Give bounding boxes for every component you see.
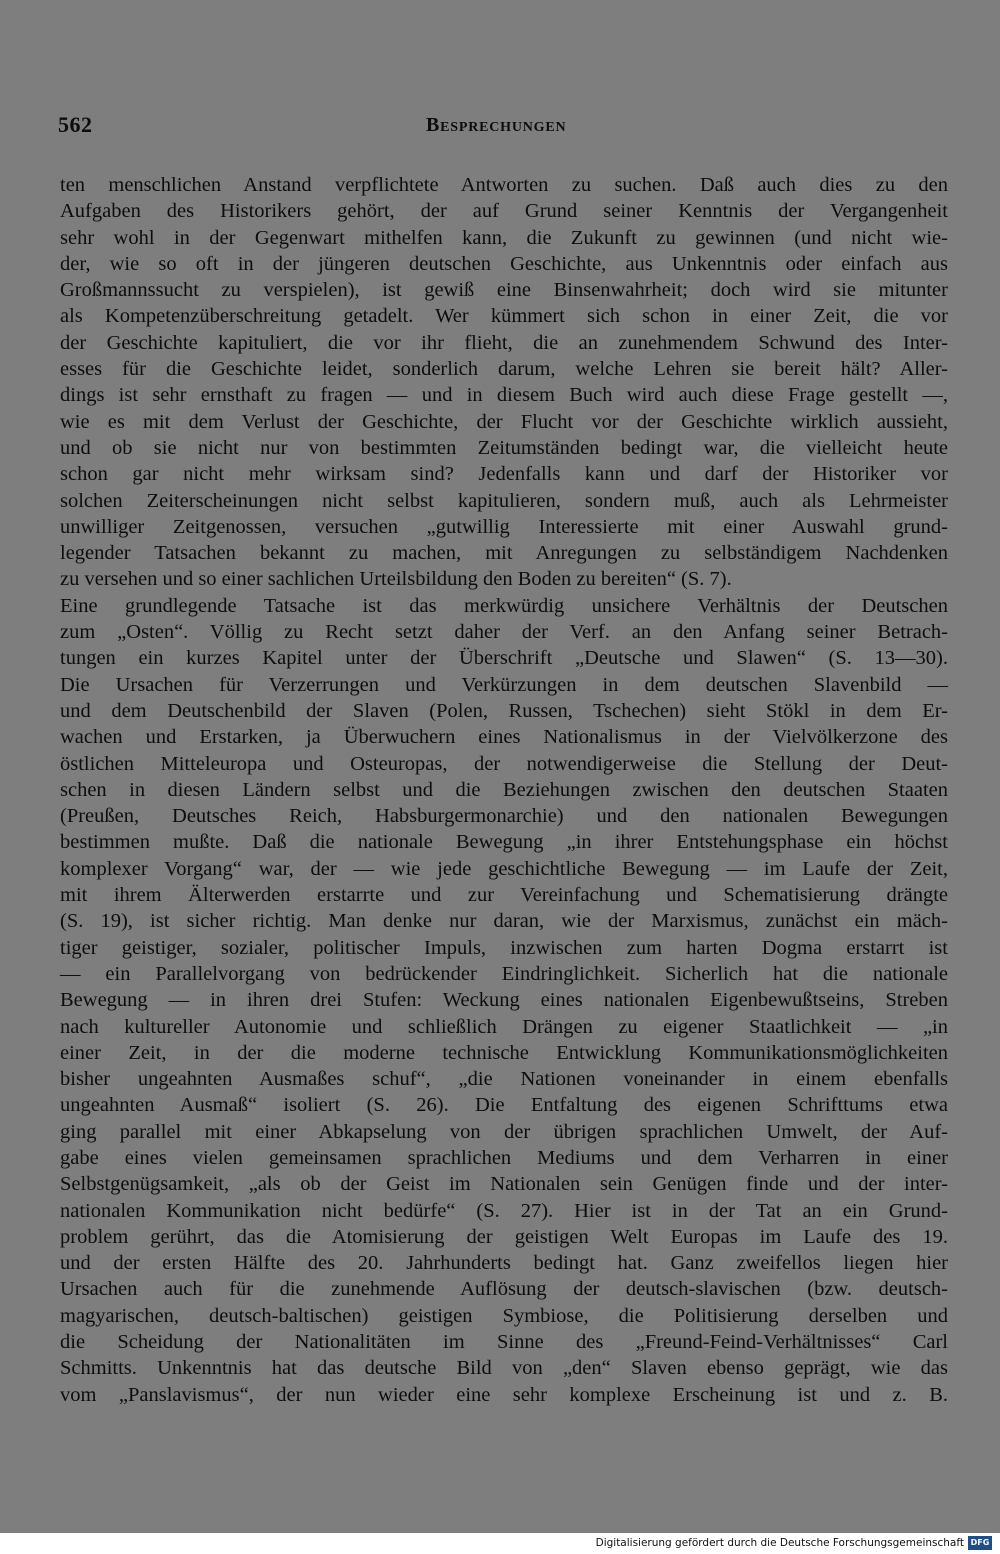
text-line: — ein Parallelvorgang von bedrückender Eindringlichkeit. Sicherlich hat die nationale [60, 962, 948, 985]
running-title: Besprechungen [426, 114, 567, 136]
paragraph-end-line: zu versehen und so einer sachlichen Urteilsbildung den Boden zu bereiten“ (S. 7). [60, 568, 732, 591]
text-line: ungeahnten Ausmaß“ isoliert (S. 26). Die Entfaltung des eigenen Schrifttums etwa [60, 1094, 948, 1117]
text-line: problem gerührt, das die Atomisierung der geistigen Welt Europas im Laufe des 19. [60, 1225, 948, 1248]
text-line: und dem Deutschenbild der Slaven (Polen, Russen, Tschechen) sieht Stökl in dem Er- [60, 699, 948, 722]
dfg-logo[interactable]: DFG [968, 1536, 992, 1550]
text-line: Die Ursachen für Verzerrungen und Verkürzungen in dem deutschen Slavenbild — [60, 673, 948, 696]
text-line: Selbstgenügsamkeit, „als ob der Geist im Nationalen sein Genügen finde und der inter- [60, 1173, 948, 1196]
text-line: komplexer Vorgang“ war, der — wie jede geschichtliche Bewegung — im Laufe der Zeit, [60, 857, 948, 880]
text-line: dings ist sehr ernsthaft zu fragen — und in diesem Buch wird auch diese Frage gestellt —, [60, 384, 948, 407]
text-line: als Kompetenzüberschreitung getadelt. Wer kümmert sich schon in einer Zeit, die vor [60, 305, 948, 328]
text-line: gabe eines vielen gemeinsamen sprachlichen Mediums und dem Verharren in einer [60, 1146, 948, 1169]
text-line: nach kultureller Autonomie und schließlich Drängen zu eigener Staatlichkeit — „in [60, 1015, 948, 1038]
text-line: unwilliger Zeitgenossen, versuchen „gutwillig Interessierte mit einer Auswahl grund- [60, 515, 948, 538]
text-line: legender Tatsachen bekannt zu machen, mit Anregungen zu selbständigem Nachdenken [60, 542, 948, 565]
text-line: tungen ein kurzes Kapitel unter der Überschrift „Deutsche und Slawen“ (S. 13—30). [60, 647, 948, 670]
text-line: wachen und Erstarken, ja Überwuchern eines Nationalismus in der Vielvölkerzone des [60, 726, 948, 749]
text-line: tiger geistiger, sozialer, politischer Impuls, inzwischen zum harten Dogma erstarrt ist [60, 936, 948, 959]
body-text [60, 172, 948, 1408]
text-line: bestimmen mußte. Daß die nationale Bewegung „in ihrer Entstehungsphase ein höchst [60, 831, 948, 854]
text-line: schen in diesen Ländern selbst und die Beziehungen zwischen den deutschen Staaten [60, 778, 948, 801]
text-line: magyarischen, deutsch-baltischen) geistigen Symbiose, die Politisierung derselben und [60, 1304, 948, 1327]
text-line: schon gar nicht mehr wirksam sind? Jedenfalls kann und darf der Historiker vor [60, 463, 948, 486]
text-line: Ursachen auch für die zunehmende Auflösung der deutsch-slavischen (bzw. deutsch- [60, 1278, 948, 1301]
text-line: und der ersten Hälfte des 20. Jahrhunderts bedingt hat. Ganz zweifellos liegen hier [60, 1252, 948, 1275]
text-line: der Geschichte kapituliert, die vor ihr flieht, die an zunehmendem Schwund des Inter- [60, 331, 948, 354]
text-line: ging parallel mit einer Abkapselung von der übrigen sprachlichen Umwelt, der Auf- [60, 1120, 948, 1143]
text-line: (S. 19), ist sicher richtig. Man denke nur daran, wie der Marxismus, zunächst ein mäch- [60, 910, 948, 933]
text-line: bisher ungeahnten Ausmaßes schuf“, „die Nationen voneinander in einem ebenfalls [60, 1068, 948, 1091]
text-line: Bewegung — in ihren drei Stufen: Weckung eines nationalen Eigenbewußtseins, Streben [60, 989, 948, 1012]
text-line: Aufgaben des Historikers gehört, der auf Grund seiner Kenntnis der Vergangenheit [60, 200, 948, 223]
text-line: die Scheidung der Nationalitäten im Sinne des „Freund-Feind-Verhältnisses“ Carl [60, 1331, 948, 1354]
funding-credit: Digitalisierung gefördert durch die Deutsche Forschungsgemeinschaft [595, 1537, 964, 1549]
text-line: zum „Osten“. Völlig zu Recht setzt daher der Verf. an den Anfang seiner Betrach- [60, 621, 948, 644]
text-line: einer Zeit, in der die moderne technische Entwicklung Kommunikationsmöglichkeiten [60, 1041, 948, 1064]
text-line: ten menschlichen Anstand verpflichtete Antworten zu suchen. Daß auch dies zu den [60, 174, 948, 196]
text-line: Schmitts. Unkenntnis hat das deutsche Bild von „den“ Slaven ebenso geprägt, wie das [60, 1357, 948, 1380]
text-line: wie es mit dem Verlust der Geschichte, der Flucht vor der Geschichte wirklich aussieht, [60, 410, 948, 433]
text-line: (Preußen, Deutsches Reich, Habsburgermonarchie) und den nationalen Bewegungen [60, 805, 948, 828]
page-number: 562 [58, 112, 93, 137]
text-line: östlichen Mitteleuropa und Osteuropas, der notwendigerweise die Stellung der Deut- [60, 752, 948, 775]
text-line: sehr wohl in der Gegenwart mithelfen kann, die Zukunft zu gewinnen (und nicht wie- [60, 226, 948, 249]
text-line: esses für die Geschichte leidet, sonderlich darum, welche Lehren sie bereit hält? Aller- [60, 358, 948, 381]
text-line: Eine grundlegende Tatsache ist das merkwürdig unsichere Verhältnis der Deutschen [60, 594, 948, 617]
footer-bar [0, 1533, 1000, 1554]
text-line: der, wie so oft in der jüngeren deutschen Geschichte, aus Unkenntnis oder einfach aus [60, 252, 948, 275]
text-line: solchen Zeiterscheinungen nicht selbst kapitulieren, sondern muß, auch als Lehrmeister [60, 489, 948, 512]
text-line: Großmannssucht zu verspielen), ist gewiß eine Binsenwahrheit; doch wird sie mitunter [60, 279, 948, 302]
text-line: mit ihrem Älterwerden erstarrte und zur Vereinfachung und Schematisierung drängte [60, 884, 948, 907]
text-line: vom „Panslavismus“, der nun wieder eine sehr komplexe Erscheinung ist und z. B. [60, 1383, 948, 1406]
text-line: und ob sie nicht nur von bestimmten Zeitumständen bedingt war, die vielleicht heute [60, 436, 948, 459]
page-header [0, 112, 1000, 142]
text-line: nationalen Kommunikation nicht bedürfe“ (S. 27). Hier ist in der Tat an ein Grund- [60, 1199, 948, 1222]
